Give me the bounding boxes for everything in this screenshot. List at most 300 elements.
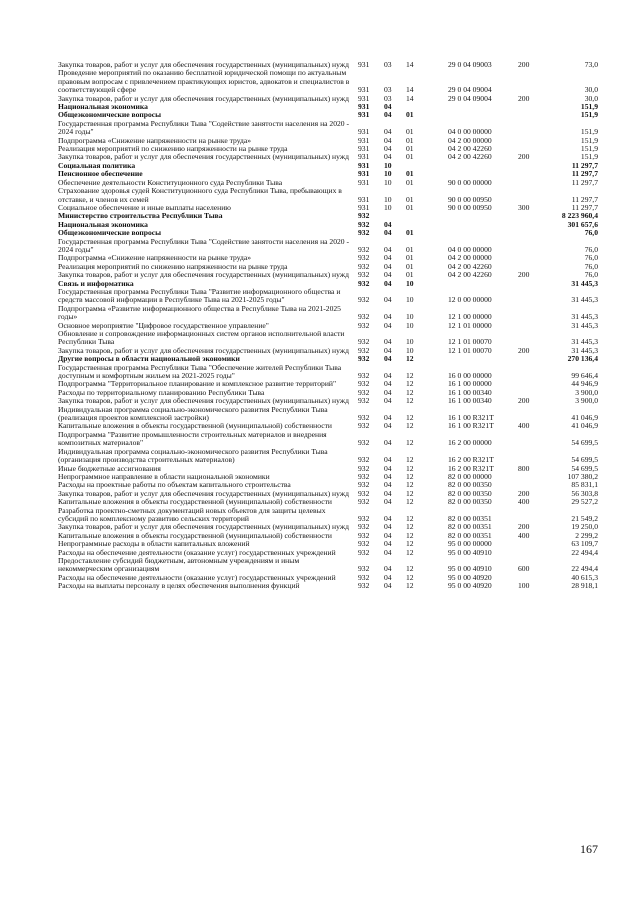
cell-subsection-code: 12 xyxy=(406,455,414,465)
cell-subsection-code: 10 xyxy=(406,312,414,322)
cell-amount: 76,0 xyxy=(584,262,598,271)
cell-amount: 151,9 xyxy=(580,145,598,154)
cell-amount: 40 615,3 xyxy=(571,573,598,582)
cell-section-code: 04 xyxy=(384,582,392,591)
table-row xyxy=(58,406,598,423)
table-row xyxy=(58,153,598,161)
cell-expense-type: 200 xyxy=(518,153,530,162)
cell-target-article: 16 2 00 R321T xyxy=(448,464,494,473)
cell-ministry-code: 931 xyxy=(358,111,370,120)
cell-ministry-code: 932 xyxy=(358,262,370,271)
cell-name: Подпрограмма "Территориальное планирование и комплексное развитие территорий" xyxy=(58,380,337,389)
cell-amount: 3 900,0 xyxy=(575,388,598,397)
cell-target-article: 04 0 00 00000 xyxy=(448,244,492,254)
cell-section-code: 10 xyxy=(384,161,392,170)
table-row xyxy=(58,103,598,111)
table-row xyxy=(58,330,598,347)
cell-section-code: 04 xyxy=(384,271,392,280)
cell-ministry-code: 932 xyxy=(358,371,370,381)
cell-subsection-code: 12 xyxy=(406,531,414,540)
cell-ministry-code: 931 xyxy=(358,85,370,95)
table-row xyxy=(58,187,598,204)
cell-name: Основное мероприятие "Цифровое государственное управление" xyxy=(58,321,269,330)
cell-target-article: 90 0 00 00950 xyxy=(448,194,492,204)
cell-section-code: 04 xyxy=(384,295,392,305)
cell-expense-type xyxy=(518,103,548,111)
cell-name: Государственная программа Республики Тыва "Обеспечение жителей Республики Тыва доступным и комфортным жильем на 2021-2025 годы" xyxy=(58,363,342,381)
table-row xyxy=(58,364,598,381)
cell-expense-type xyxy=(518,389,548,397)
cell-amount: 73,0 xyxy=(584,61,598,69)
cell-section-code: 03 xyxy=(384,94,392,103)
cell-expense-type: 400 xyxy=(518,422,530,431)
cell-section-code: 04 xyxy=(384,321,392,330)
cell-target-article: 95 0 00 00000 xyxy=(448,540,492,549)
table-row xyxy=(58,170,598,178)
cell-subsection-code: 10 xyxy=(406,321,414,330)
cell-expense-type: 400 xyxy=(518,531,530,540)
cell-amount: 11 297,7 xyxy=(571,194,598,204)
cell-section-code: 04 xyxy=(384,220,392,229)
cell-name: Национальная экономика xyxy=(58,103,148,112)
cell-expense-type xyxy=(518,288,548,305)
cell-ministry-code: 932 xyxy=(358,472,370,481)
cell-subsection-code: 01 xyxy=(406,271,414,280)
table-row xyxy=(58,288,598,305)
cell-ministry-code: 932 xyxy=(358,388,370,397)
table-row xyxy=(58,111,598,119)
cell-target-article xyxy=(448,103,518,111)
cell-amount: 54 699,5 xyxy=(571,438,598,448)
cell-subsection-code: 12 xyxy=(406,438,414,448)
cell-name: Государственная программа Республики Тыва "Содействие занятости населения на 2020 - 2024 годы" xyxy=(58,119,350,137)
cell-ministry-code: 932 xyxy=(358,279,370,288)
cell-name: Другие вопросы в области национальной экономики xyxy=(58,355,240,364)
cell-expense-type: 200 xyxy=(518,94,530,103)
cell-target-article: 16 2 00 R321T xyxy=(448,455,494,465)
cell-target-article: 04 2 00 42260 xyxy=(448,145,492,154)
cell-subsection-code xyxy=(406,103,448,111)
cell-section-code: 04 xyxy=(384,564,392,574)
cell-amount: 151,9 xyxy=(580,111,598,120)
cell-expense-type xyxy=(518,431,548,448)
cell-name: Индивидуальная программа социально-экономического развития Республики Тыва (организация производства строительных материалов) xyxy=(58,447,328,465)
cell-target-article: 90 0 00 00000 xyxy=(448,178,492,187)
cell-subsection-code: 12 xyxy=(406,355,414,364)
cell-expense-type xyxy=(518,364,548,381)
cell-ministry-code: 932 xyxy=(358,422,370,431)
cell-name: Закупка товаров, работ и услуг для обеспечения государственных (муниципальных) нужд xyxy=(58,346,349,355)
cell-subsection-code: 12 xyxy=(406,523,414,532)
cell-section-code: 04 xyxy=(384,531,392,540)
cell-target-article: 16 1 00 R321T xyxy=(448,422,494,431)
cell-section-code: 04 xyxy=(384,413,392,423)
cell-subsection-code: 01 xyxy=(406,170,414,179)
table-row xyxy=(58,481,598,489)
cell-name: Реализация мероприятий по снижению напряженности на рынке труда xyxy=(58,262,288,271)
cell-amount: 76,0 xyxy=(584,229,598,238)
table-row xyxy=(58,498,598,506)
cell-subsection-code: 01 xyxy=(406,194,414,204)
cell-target-article xyxy=(448,212,518,220)
table-row xyxy=(58,263,598,271)
cell-amount: 21 549,2 xyxy=(571,513,598,523)
table-row xyxy=(58,465,598,473)
cell-subsection-code: 14 xyxy=(406,61,414,69)
cell-target-article: 82 0 00 00351 xyxy=(448,523,492,532)
cell-section-code: 04 xyxy=(384,136,392,145)
cell-amount: 151,9 xyxy=(580,153,598,162)
cell-name: Закупка товаров, работ и услуг для обеспечения государственных (муниципальных) нужд xyxy=(58,397,349,406)
cell-name: Обновление и сопровождение информационных систем органов исполнительной власти Республики Тыва xyxy=(58,330,345,347)
cell-subsection-code: 01 xyxy=(406,254,414,263)
cell-subsection-code: 12 xyxy=(406,498,414,507)
cell-section-code: 04 xyxy=(384,540,392,549)
cell-target-article: 82 0 00 00351 xyxy=(448,531,492,540)
cell-section-code: 04 xyxy=(384,489,392,498)
cell-ministry-code: 931 xyxy=(358,161,370,170)
cell-subsection-code: 01 xyxy=(406,145,414,154)
cell-target-article: 04 2 00 00000 xyxy=(448,136,492,145)
cell-amount: 76,0 xyxy=(584,271,598,280)
cell-name: Расходы на обеспечение деятельности (оказание услуг) государственных учреждений xyxy=(58,573,336,582)
cell-target-article: 04 2 00 00000 xyxy=(448,254,492,263)
cell-target-article: 12 1 01 00070 xyxy=(448,337,492,347)
cell-subsection-code: 01 xyxy=(406,229,414,238)
cell-ministry-code: 932 xyxy=(358,413,370,423)
table-row xyxy=(58,305,598,322)
cell-amount: 76,0 xyxy=(584,244,598,254)
cell-ministry-code: 932 xyxy=(358,254,370,263)
cell-name: Страхование здоровья судей Конституционного суда Республики Тыва, пребывающих в отставке, и членов их семей xyxy=(58,187,342,204)
cell-ministry-code: 931 xyxy=(358,194,370,204)
cell-expense-type: 600 xyxy=(518,564,530,574)
cell-target-article xyxy=(448,111,518,119)
cell-amount: 151,9 xyxy=(580,103,598,112)
cell-name: Закупка товаров, работ и услуг для обеспечения государственных (муниципальных) нужд xyxy=(58,271,349,280)
cell-target-article: 04 2 00 42260 xyxy=(448,262,492,271)
cell-expense-type xyxy=(518,170,548,178)
cell-section-code: 04 xyxy=(384,254,392,263)
table-row xyxy=(58,221,598,229)
cell-name: Проведение мероприятий по оказанию бесплатной юридической помощи по актуальным правовым вопросам с привлечением практикующих юристов, адвокатов и специалистов в соответствующей сфере xyxy=(58,69,350,95)
cell-expense-type xyxy=(518,280,548,288)
cell-name: Подпрограмма «Развитие информационного общества в Республике Тыва на 2021-2025 годы» xyxy=(58,304,341,322)
cell-name: Расходы на обеспечение деятельности (оказание услуг) государственных учреждений xyxy=(58,548,336,557)
cell-name: Закупка товаров, работ и услуг для обеспечения государственных (муниципальных) нужд xyxy=(58,523,349,532)
cell-expense-type: 400 xyxy=(518,498,530,507)
cell-name: Подпрограмма «Снижение напряженности на рынке труда» xyxy=(58,136,252,145)
cell-amount: 151,9 xyxy=(580,136,598,145)
cell-name: Непрограммное направление в области национальной экономики xyxy=(58,472,270,481)
cell-expense-type: 800 xyxy=(518,464,530,473)
cell-ministry-code: 932 xyxy=(358,337,370,347)
cell-target-article: 16 2 00 00000 xyxy=(448,438,492,448)
cell-target-article: 12 0 00 00000 xyxy=(448,295,492,305)
cell-ministry-code: 932 xyxy=(358,513,370,523)
cell-expense-type: 200 xyxy=(518,346,530,355)
cell-name: Капитальные вложения в объекты государственной (муниципальной) собственности xyxy=(58,422,332,431)
cell-expense-type xyxy=(518,473,548,481)
cell-section-code: 03 xyxy=(384,61,392,69)
table-row xyxy=(58,347,598,355)
table-row xyxy=(58,69,598,94)
table-row xyxy=(58,254,598,262)
cell-target-article: 90 0 00 00950 xyxy=(448,203,492,212)
cell-target-article: 16 1 00 R321T xyxy=(448,413,494,423)
cell-subsection-code: 12 xyxy=(406,481,414,490)
cell-subsection-code: 01 xyxy=(406,244,414,254)
cell-ministry-code: 932 xyxy=(358,346,370,355)
table-row xyxy=(58,507,598,524)
table-row xyxy=(58,473,598,481)
cell-section-code: 04 xyxy=(384,279,392,288)
table-row xyxy=(58,280,598,288)
cell-ministry-code: 932 xyxy=(358,380,370,389)
cell-section-code: 04 xyxy=(384,355,392,364)
table-row xyxy=(58,422,598,430)
cell-ministry-code: 932 xyxy=(358,312,370,322)
cell-subsection-code: 12 xyxy=(406,388,414,397)
cell-expense-type xyxy=(518,507,548,524)
table-row xyxy=(58,204,598,212)
cell-section-code: 04 xyxy=(384,380,392,389)
cell-target-article xyxy=(448,170,518,178)
cell-expense-type: 200 xyxy=(518,523,530,532)
table-row xyxy=(58,145,598,153)
cell-section-code: 04 xyxy=(384,498,392,507)
table-row xyxy=(58,448,598,465)
cell-section-code: 04 xyxy=(384,145,392,154)
cell-target-article: 95 0 00 40920 xyxy=(448,573,492,582)
cell-name: Капитальные вложения в объекты государственной (муниципальной) собственности xyxy=(58,531,332,540)
cell-target-article: 12 1 00 00000 xyxy=(448,312,492,322)
cell-target-article: 82 0 00 00351 xyxy=(448,513,492,523)
cell-section-code: 04 xyxy=(384,455,392,465)
cell-amount: 41 046,9 xyxy=(571,413,598,423)
table-row xyxy=(58,120,598,137)
cell-amount: 63 109,7 xyxy=(571,540,598,549)
cell-section-code: 04 xyxy=(384,438,392,448)
cell-amount: 41 046,9 xyxy=(571,422,598,431)
cell-ministry-code: 931 xyxy=(358,103,370,112)
cell-expense-type xyxy=(518,540,548,548)
cell-expense-type xyxy=(518,187,548,204)
cell-amount: 85 831,1 xyxy=(571,481,598,490)
cell-section-code: 04 xyxy=(384,472,392,481)
cell-section-code: 04 xyxy=(384,422,392,431)
cell-section-code: 10 xyxy=(384,203,392,212)
cell-ministry-code: 931 xyxy=(358,94,370,103)
cell-name: Закупка товаров, работ и услуг для обеспечения государственных (муниципальных) нужд xyxy=(58,489,349,498)
cell-name: Закупка товаров, работ и услуг для обеспечения государственных (муниципальных) нужд xyxy=(58,61,349,69)
table-row xyxy=(58,523,598,531)
cell-target-article: 95 0 00 40920 xyxy=(448,582,492,591)
cell-name: Обеспечение деятельности Конституционного суда Республики Тыва xyxy=(58,178,283,187)
cell-amount: 44 946,9 xyxy=(571,380,598,389)
cell-amount: 31 445,3 xyxy=(571,295,598,305)
cell-expense-type xyxy=(518,549,548,557)
cell-section-code: 04 xyxy=(384,513,392,523)
cell-target-article: 29 0 04 09004 xyxy=(448,94,492,103)
cell-target-article xyxy=(448,280,518,288)
cell-target-article: 16 1 00 00000 xyxy=(448,380,492,389)
cell-section-code: 04 xyxy=(384,523,392,532)
cell-ministry-code: 932 xyxy=(358,481,370,490)
cell-expense-type xyxy=(518,406,548,423)
cell-subsection-code: 12 xyxy=(406,413,414,423)
cell-amount: 11 297,7 xyxy=(571,178,598,187)
cell-subsection-code xyxy=(406,221,448,229)
cell-expense-type xyxy=(518,137,548,145)
cell-amount: 28 918,1 xyxy=(571,582,598,591)
cell-subsection-code: 10 xyxy=(406,346,414,355)
cell-name: Государственная программа Республики Тыва "Развитие информационного общества и средств массовой информации в Республике Тыва на 2021-2025 годы" xyxy=(58,287,341,305)
table-row xyxy=(58,549,598,557)
cell-amount: 11 297,7 xyxy=(571,170,598,179)
table-row xyxy=(58,490,598,498)
table-row xyxy=(58,582,598,590)
cell-ministry-code: 931 xyxy=(358,61,370,69)
cell-subsection-code: 12 xyxy=(406,422,414,431)
cell-ministry-code: 932 xyxy=(358,212,370,221)
cell-amount: 54 699,5 xyxy=(571,464,598,473)
cell-expense-type: 100 xyxy=(518,582,530,591)
cell-target-article: 95 0 00 40910 xyxy=(448,564,492,574)
cell-name: Реализация мероприятий по снижению напряженности на рынке труда xyxy=(58,145,288,154)
cell-section-code: 04 xyxy=(384,481,392,490)
cell-expense-type xyxy=(518,229,548,237)
cell-expense-type xyxy=(518,69,548,94)
cell-ministry-code: 932 xyxy=(358,573,370,582)
budget-table xyxy=(58,61,598,591)
cell-ministry-code: 932 xyxy=(358,220,370,229)
cell-amount: 107 380,2 xyxy=(567,472,598,481)
cell-amount: 151,9 xyxy=(580,127,598,137)
cell-name: Общеэкономические вопросы xyxy=(58,229,162,238)
cell-amount: 8 223 960,4 xyxy=(561,212,598,221)
table-row xyxy=(58,271,598,279)
cell-name: Пенсионное обеспечение xyxy=(58,170,143,179)
cell-name: Подпрограмма «Снижение напряженности на рынке труда» xyxy=(58,254,252,263)
cell-subsection-code: 01 xyxy=(406,203,414,212)
table-row xyxy=(58,61,598,69)
cell-name: Иные бюджетные ассигнования xyxy=(58,464,161,473)
cell-section-code: 04 xyxy=(384,312,392,322)
cell-ministry-code: 932 xyxy=(358,531,370,540)
cell-amount: 31 445,3 xyxy=(571,312,598,322)
cell-expense-type xyxy=(518,254,548,262)
cell-amount: 19 250,0 xyxy=(571,523,598,532)
cell-expense-type: 200 xyxy=(518,61,530,69)
cell-amount: 30,0 xyxy=(584,94,598,103)
cell-ministry-code: 932 xyxy=(358,397,370,406)
table-row xyxy=(58,322,598,330)
cell-ministry-code: 932 xyxy=(358,321,370,330)
cell-target-article: 29 0 04 09003 xyxy=(448,61,492,69)
cell-target-article xyxy=(448,229,518,237)
cell-target-article: 12 1 01 00070 xyxy=(448,346,492,355)
cell-target-article: 16 0 00 00000 xyxy=(448,371,492,381)
cell-name: Расходы на выплаты персоналу в целях обеспечения выполнения функций xyxy=(58,582,300,591)
cell-amount: 76,0 xyxy=(584,254,598,263)
cell-ministry-code: 931 xyxy=(358,153,370,162)
cell-target-article xyxy=(448,162,518,170)
cell-section-code: 04 xyxy=(384,262,392,271)
cell-subsection-code: 12 xyxy=(406,573,414,582)
cell-ministry-code: 932 xyxy=(358,523,370,532)
cell-section-code: 04 xyxy=(384,573,392,582)
cell-amount: 99 646,4 xyxy=(571,371,598,381)
cell-ministry-code: 932 xyxy=(358,564,370,574)
cell-expense-type: 200 xyxy=(518,489,530,498)
cell-target-article xyxy=(448,221,518,229)
cell-subsection-code: 10 xyxy=(406,279,414,288)
cell-ministry-code: 931 xyxy=(358,145,370,154)
cell-target-article: 82 0 00 00000 xyxy=(448,472,492,481)
cell-name: Связь и информатика xyxy=(58,279,134,288)
cell-ministry-code: 932 xyxy=(358,582,370,591)
cell-subsection-code: 12 xyxy=(406,472,414,481)
cell-section-code: 04 xyxy=(384,127,392,137)
cell-section-code: 04 xyxy=(384,229,392,238)
cell-expense-type xyxy=(518,355,548,363)
cell-expense-type xyxy=(518,330,548,347)
cell-ministry-code: 932 xyxy=(358,548,370,557)
cell-expense-type xyxy=(518,162,548,170)
cell-subsection-code: 14 xyxy=(406,85,414,95)
cell-target-article: 04 2 00 42260 xyxy=(448,271,492,280)
cell-name: Государственная программа Республики Тыва "Содействие занятости населения на 2020 - 2024 годы" xyxy=(58,237,350,254)
cell-target-article xyxy=(448,355,518,363)
cell-ministry-code: 932 xyxy=(358,489,370,498)
cell-amount: 22 494,4 xyxy=(571,564,598,574)
cell-target-article: 04 0 00 00000 xyxy=(448,127,492,137)
cell-ministry-code: 932 xyxy=(358,438,370,448)
cell-ministry-code: 932 xyxy=(358,295,370,305)
table-row xyxy=(58,212,598,220)
cell-name: Социальная политика xyxy=(58,161,136,170)
table-row xyxy=(58,397,598,405)
cell-subsection-code: 01 xyxy=(406,127,414,137)
cell-subsection-code: 10 xyxy=(406,295,414,305)
cell-subsection-code: 12 xyxy=(406,582,414,591)
cell-expense-type xyxy=(518,238,548,255)
cell-name: Министерство строительства Республики Тыва xyxy=(58,212,223,221)
cell-subsection-code: 12 xyxy=(406,564,414,574)
cell-amount: 301 657,6 xyxy=(567,220,598,229)
cell-ministry-code: 932 xyxy=(358,455,370,465)
cell-expense-type xyxy=(518,305,548,322)
cell-subsection-code: 12 xyxy=(406,540,414,549)
cell-section-code: 10 xyxy=(384,170,392,179)
table-row xyxy=(58,229,598,237)
cell-ministry-code: 932 xyxy=(358,244,370,254)
cell-expense-type xyxy=(518,263,548,271)
cell-subsection-code: 12 xyxy=(406,380,414,389)
cell-section-code: 04 xyxy=(384,397,392,406)
cell-section-code xyxy=(384,212,406,220)
table-row xyxy=(58,95,598,103)
cell-expense-type: 300 xyxy=(518,203,530,212)
table-row xyxy=(58,162,598,170)
cell-name: Закупка товаров, работ и услуг для обеспечения государственных (муниципальных) нужд xyxy=(58,153,349,162)
cell-amount: 11 297,7 xyxy=(571,203,598,212)
cell-ministry-code: 931 xyxy=(358,203,370,212)
cell-subsection-code: 12 xyxy=(406,513,414,523)
cell-name: Предоставление субсидий бюджетным, автономным учреждениям и иным некоммерческим организациям xyxy=(58,556,300,574)
cell-subsection-code: 14 xyxy=(406,94,414,103)
